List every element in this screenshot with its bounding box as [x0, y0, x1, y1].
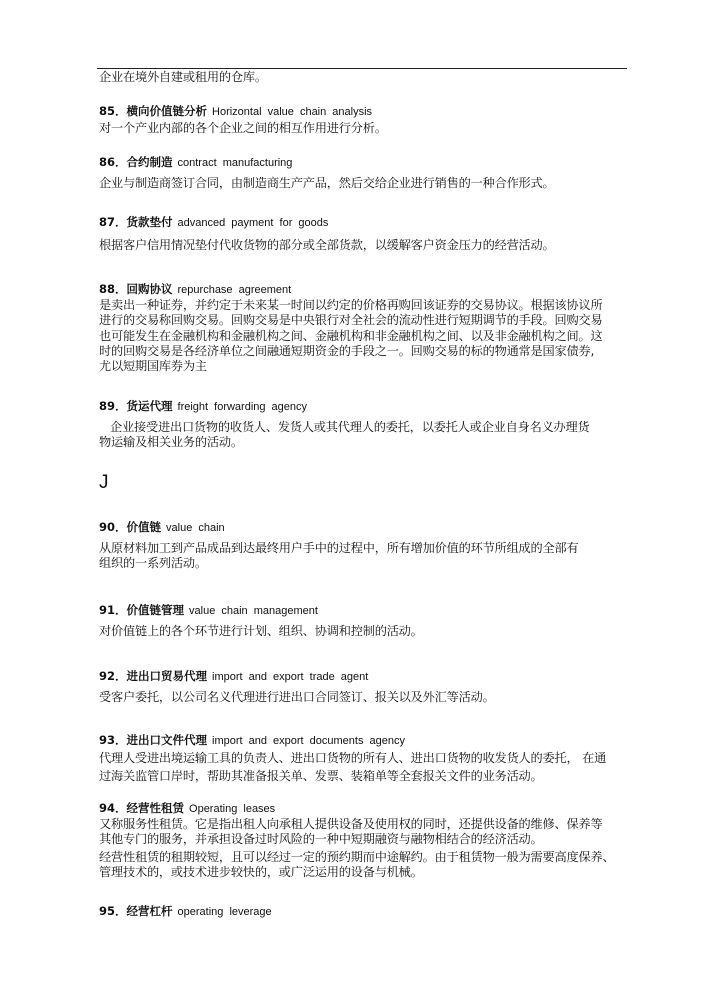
entry-text-line: 从原材料加工到产品成品到达最终用户手中的过程中，所有增加价值的环节所组成的全部有	[99, 541, 579, 555]
entry-text-line: 尤以短期国库券为主	[99, 359, 207, 374]
entry-term: 进出口文件代理	[126, 733, 208, 747]
entry-number: 85．	[99, 104, 127, 118]
entry-text-line: 代理人受进出境运输工具的负责人、进出口货物的所有人、进出口货物的收发货人的委托， 在通	[99, 751, 607, 765]
section-letter: J	[99, 472, 109, 493]
entry-87	[99, 215, 631, 253]
entry-91	[99, 603, 631, 639]
entry-term: 进出口贸易代理	[126, 669, 208, 683]
entry-text-line: 时的回购交易是各经济单位之间融通短期资金的手段之一。回购交易的标的物通常是国家债券,	[99, 343, 595, 358]
entry-94	[99, 801, 631, 880]
entry-term-en: contract manufacturing	[177, 157, 293, 169]
entry-term: 价值链	[126, 520, 162, 534]
entry-text-line: 根据客户信用情况垫付代收货物的部分或全部货款，以缓解客户资金压力的经营活动。	[99, 238, 555, 252]
entry-number: 95．	[99, 904, 127, 918]
entry-text-line: 进行的交易称回购交易。回购交易是中央银行对全社会的流动性进行短期调节的手段。回购交易	[99, 313, 603, 328]
entry-text-line: 组织的一系列活动。	[99, 556, 207, 571]
entry-term: 横向价值链分析	[126, 104, 208, 118]
entry-title	[99, 104, 631, 120]
entry-title	[99, 282, 631, 298]
entry-number: 88．	[99, 282, 127, 296]
entry-number: 91．	[99, 603, 127, 617]
entry-term-en: value chain	[166, 522, 225, 534]
entry-text-line: 是卖出一种证券，并约定于未来某一时间以约定的价格再购回该证券的交易协议。根据该协议所	[99, 298, 603, 312]
intro-line: 企业在境外自建或租用的仓库。	[99, 70, 267, 84]
entry-text-line: 物运输及相关业务的活动。	[99, 435, 243, 450]
entry-text-line: 企业与制造商签订合同，由制造商生产产品，然后交给企业进行销售的一种合作形式。	[99, 176, 555, 190]
entry-number: 92．	[99, 669, 127, 683]
entry-title	[99, 215, 631, 231]
entry-text-line: 经营性租赁的租期较短，且可以经过一定的预约期而中途解约。由于租赁物一般为需要高度保养、	[99, 849, 615, 864]
entry-term: 货款垫付	[126, 215, 173, 229]
entry-number: 94．	[99, 801, 127, 815]
entry-title	[99, 603, 631, 619]
entry-92	[99, 669, 631, 705]
entry-number: 87．	[99, 215, 127, 229]
entry-number: 93．	[99, 733, 127, 747]
entry-term-en: repurchase agreement	[177, 284, 292, 296]
entry-title	[99, 155, 631, 171]
entry-text-line: 企业接受进出口货物的收货人、发货人或其代理人的委托，以委托人或企业自身名义办理货	[99, 420, 590, 434]
entry-93	[99, 733, 631, 785]
entry-95	[99, 904, 631, 925]
entry-term-en: advanced payment for goods	[177, 217, 329, 229]
entry-number: 89．	[99, 399, 127, 413]
entry-86	[99, 155, 631, 191]
entry-term-en: operating leverage	[177, 906, 272, 918]
entry-text-line: 也可能发生在金融机构和金融机构之间、金融机构和非金融机构之间、以及非金融机构之间。这	[99, 328, 603, 343]
entry-88	[99, 282, 631, 374]
entry-text-line: 其他专门的服务，并承担设备过时风险的一种中短期融资与融物相结合的经济活动。	[99, 832, 543, 847]
entry-text-line: 对一个产业内部的各个企业之间的相互作用进行分析。	[99, 121, 387, 135]
entry-89	[99, 399, 631, 451]
entry-title	[99, 733, 631, 749]
header-rule	[97, 68, 627, 69]
entry-term: 回购协议	[126, 282, 173, 296]
entry-number: 90．	[99, 520, 127, 534]
entry-85	[99, 104, 631, 136]
entry-term: 价值链管理	[126, 603, 185, 617]
entry-title	[99, 801, 631, 817]
entry-term-en: import and export documents agency	[212, 735, 406, 747]
entry-term: 合约制造	[126, 155, 173, 169]
entry-term: 货运代理	[126, 399, 173, 413]
entry-term-en: Horizontal value chain analysis	[212, 106, 373, 118]
entry-text-line: 又称服务性租赁。它是指出租人向承租人提供设备及使用权的同时，还提供设备的维修、保养等	[99, 817, 603, 831]
entry-title	[99, 669, 631, 685]
entry-title	[99, 520, 631, 536]
entry-90	[99, 520, 631, 572]
entry-text-line: 对价值链上的各个环节进行计划、组织、协调和控制的活动。	[99, 624, 423, 638]
entry-term: 经营杠杆	[126, 904, 173, 918]
entry-text-line: 受客户委托，以公司名义代理进行进出口合同签订、报关以及外汇等活动。	[99, 690, 495, 704]
entry-text-line: 管理技术的，或技术进步较快的，或广泛运用的设备与机械。	[99, 864, 423, 879]
entry-term: 经营性租赁	[126, 801, 185, 815]
entry-number: 86．	[99, 155, 127, 169]
entry-text-line: 过海关监管口岸时，帮助其准备报关单、发票、装箱单等全套报关文件的业务活动。	[99, 769, 543, 783]
entry-term-en: import and export trade agent	[212, 671, 369, 683]
entry-term-en: value chain management	[189, 605, 318, 617]
entry-title	[99, 399, 631, 415]
entry-title	[99, 904, 631, 920]
entry-term-en: freight forwarding agency	[177, 401, 308, 413]
entry-term-en: Operating leases	[189, 803, 276, 815]
